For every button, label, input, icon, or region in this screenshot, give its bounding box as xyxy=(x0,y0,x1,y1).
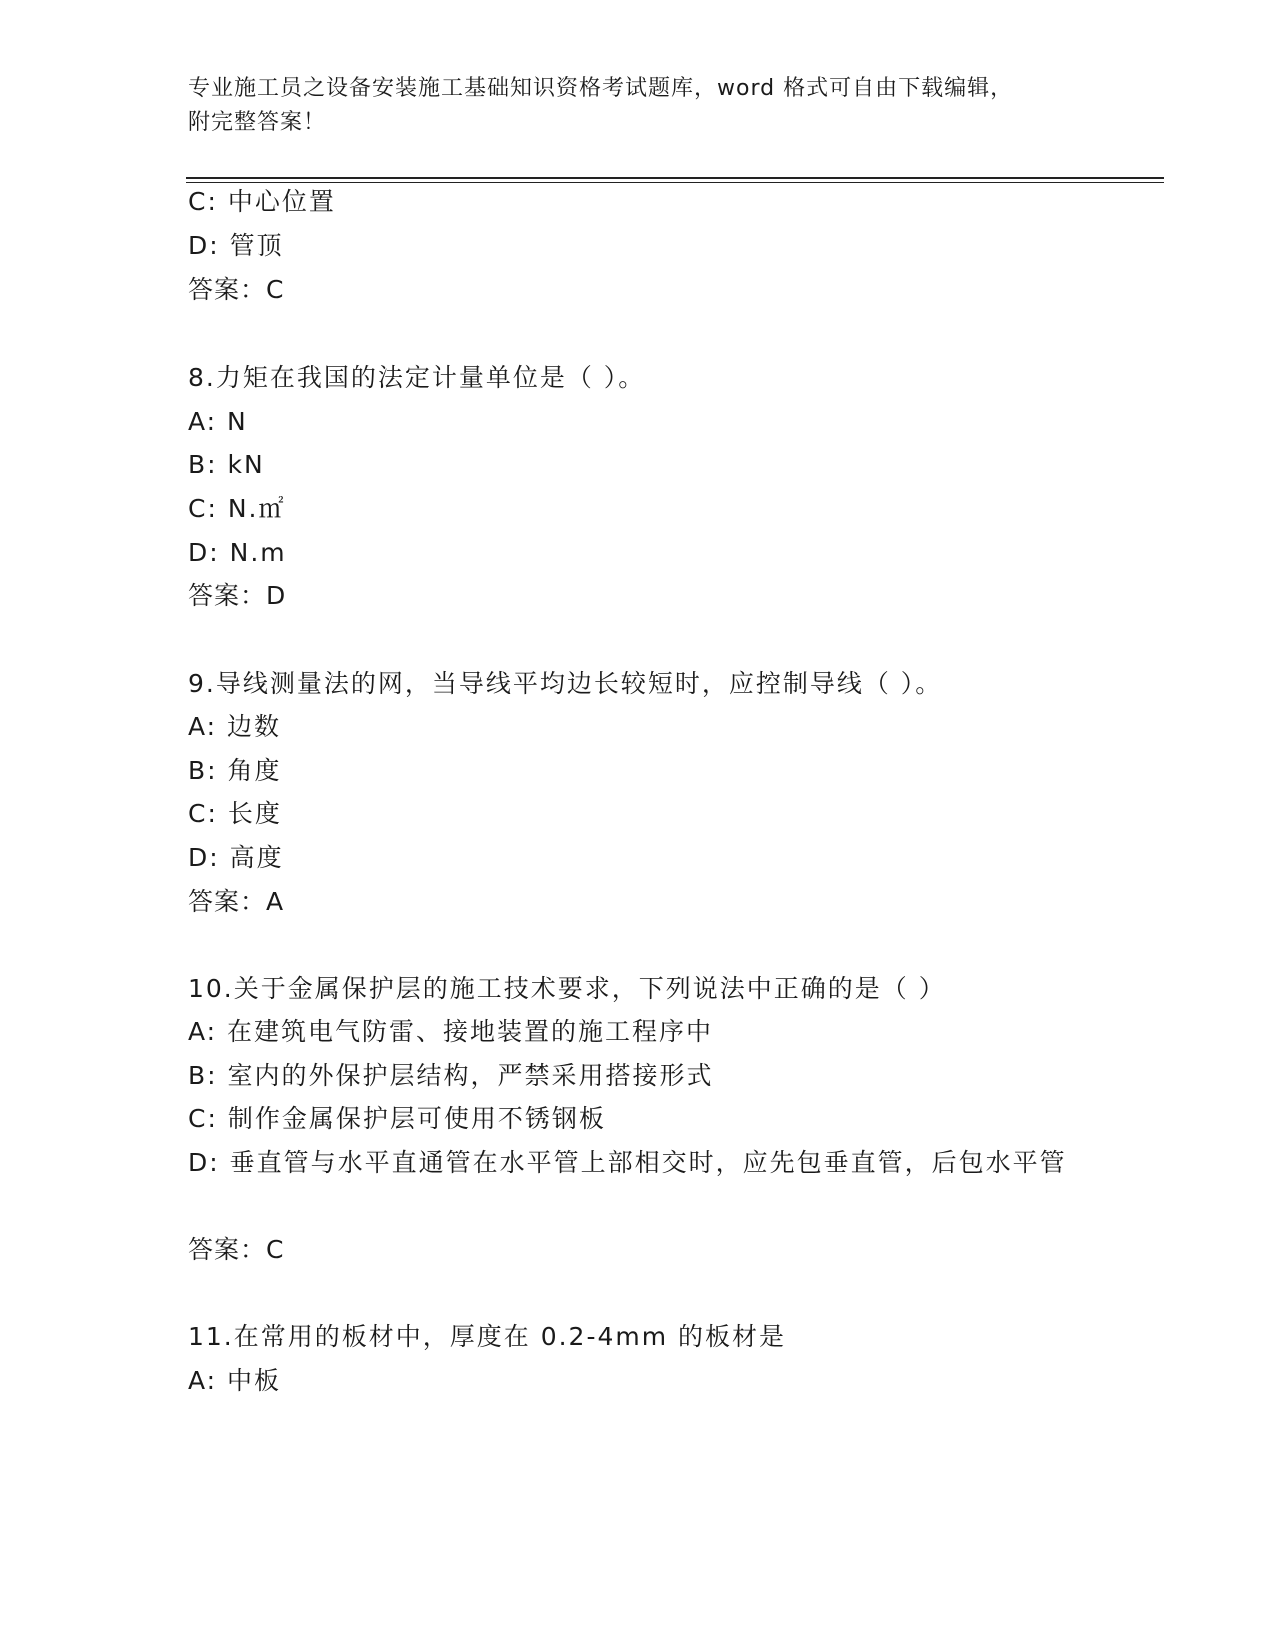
q8-option-b: B: kN xyxy=(188,450,265,479)
header-line-2: 附完整答案！ xyxy=(188,110,327,135)
q7-option-c: C: 中心位置 xyxy=(188,187,336,216)
q9-option-d: D: 高度 xyxy=(188,843,284,872)
q8-option-d: D: N.m xyxy=(188,538,287,567)
q9-question: 9.导线测量法的网，当导线平均边长较短时，应控制导线（ ）。 xyxy=(188,669,943,698)
q10-answer: 答案：C xyxy=(188,1235,285,1264)
q10-option-d: D: 垂直管与水平直通管在水平管上部相交时，应先包垂直管，后包水平管 xyxy=(188,1148,1067,1177)
q9-option-c: C: 长度 xyxy=(188,799,282,828)
header-rule-thick xyxy=(186,177,1164,179)
q10-question: 10.关于金属保护层的施工技术要求，下列说法中正确的是（ ） xyxy=(188,974,946,1003)
q9-option-b: B: 角度 xyxy=(188,756,282,785)
q9-answer: 答案：A xyxy=(188,887,285,916)
q11-question: 11.在常用的板材中，厚度在 0.2-4mm 的板材是 xyxy=(188,1322,787,1351)
q7-answer: 答案：C xyxy=(188,275,285,304)
q10-option-a: A: 在建筑电气防雷、接地装置的施工程序中 xyxy=(188,1017,714,1046)
q8-question: 8.力矩在我国的法定计量单位是（ ）。 xyxy=(188,363,646,392)
header-rule-thin xyxy=(186,182,1164,183)
q10-option-c: C: 制作金属保护层可使用不锈钢板 xyxy=(188,1104,606,1133)
q8-answer: 答案：D xyxy=(188,581,287,610)
q9-option-a: A: 边数 xyxy=(188,712,282,741)
q8-option-a: A: N xyxy=(188,407,248,436)
header-line-1: 专业施工员之设备安装施工基础知识资格考试题库，word 格式可自由下载编辑， xyxy=(188,76,1014,101)
q8-option-c: C: N.㎡ xyxy=(188,494,286,523)
q7-option-d: D: 管顶 xyxy=(188,231,284,260)
q11-option-a: A: 中板 xyxy=(188,1366,282,1395)
q10-option-b: B: 室内的外保护层结构，严禁采用搭接形式 xyxy=(188,1061,714,1090)
document-header xyxy=(188,72,1068,140)
